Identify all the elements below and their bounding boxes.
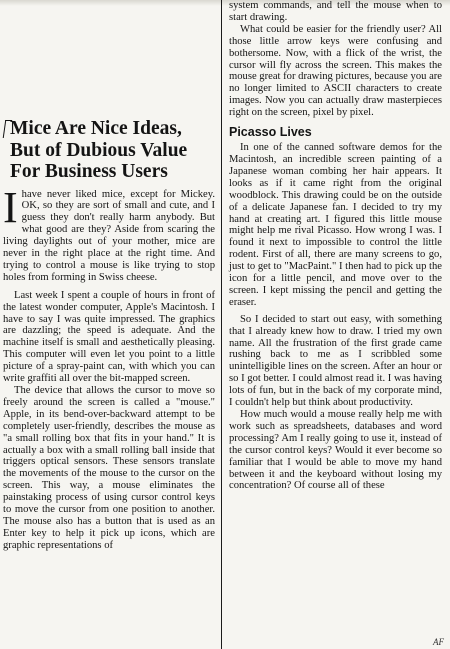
paragraph-continued: system commands, and tell the mouse when to start drawing. xyxy=(229,0,442,23)
headline-line-3: For Business Users xyxy=(10,161,168,182)
headline-line-2: But of Dubious Value xyxy=(10,139,188,161)
paragraph-2: Last week I spent a couple of hours in front of the latest wonder computer, Apple's Macintosh. I have to say I was quite impressed. The graphics are dazzling; the speed is adequate. And the machine itself is small and aesthetically pleasing. This computer will even let you point to a little picture of a spray-paint can, with which you can write graffiti all over the bit-mapped screen. xyxy=(3,289,215,385)
article-headline xyxy=(3,118,215,183)
drop-cap: I xyxy=(3,182,18,232)
right-column xyxy=(229,0,442,492)
corner-annotation: AF xyxy=(433,637,444,647)
section-subhead: Picasso Lives xyxy=(229,125,312,140)
headline-line-1: Mice Are Nice Ideas, xyxy=(10,118,182,139)
paragraph-4: What could be easier for the friendly user? All those little arrow keys were confusing and bothersome. Now, with a flick of the wrist, the cursor will fly across the screen. This makes the mouse great for drawing pictures, because you are no longer limited to ASCII characters to create images. Now you can actually draw masterpieces right on the screen, pixel by pixel. xyxy=(229,23,442,119)
paragraph-6: So I decided to start out easy, with something that I already knew how to draw. I tried my own name. All the frustration of the first grade came rushing back to me as I scribbled some unintelligible lines on the screen. After an hour or so I got better. I could almost read it. I was having lots of fun, but in the back of my corporate mind, I couldn't help but think about productivity. xyxy=(229,313,442,409)
left-column xyxy=(3,0,215,552)
paragraph-7: How much would a mouse really help me with work such as spreadsheets, databases and word processing? Am I really going to use it, instead of the cursor control keys? Would it ever become so familiar that I would be able to move my hand between it and the keyboard without losing my concentration? Of course all of these xyxy=(229,409,442,492)
column-divider xyxy=(221,0,222,649)
paragraph-1: have never liked mice, except for Mickey. OK, so they are sort of small and cute, and I guess they don't really harm anybody. But what good are they? Aside from scaring the living daylights out of your mother, mice are never in the right place at the right time. And trying to control a mouse is like trying to stop holes from forming in Swiss cheese. xyxy=(3,188,215,283)
lead-paragraph xyxy=(3,182,215,284)
paragraph-5: In one of the canned software demos for the Macintosh, an incredible screen painting of a Japanese woman combing her hair appears. It looks as if it came right from the original woodblock. This drawing could be on the outside of a delicate Japanese fan. I decided to try my hand at creating art. I figured this little mouse might help me rival Picasso. How wrong I was. I found it next to impossible to control the little rodent. First of all, there are many screens to go, just to get to "MacPaint." I then had to pick up the icon for a little pencil, and move over to the screen. I kept missing the pencil and getting the eraser. xyxy=(229,142,442,308)
paragraph-3: The device that allows the cursor to move so freely around the screen is called a "mouse." Apple, in its bend-over-backward attempt to be completely user-friendly, describes the mouse as "a small rolling box that fits in your hand." It is actually a box with a small rolling ball inside that triggers optical sensors. These sensors translate the movements of the mouse to the cursor on the screen. This way, a mouse eliminates the painstaking process of using cursor control keys to move the cursor from one position to another. The mouse also has a button that is used as an Enter key to help it pick up icons, which are graphic representations of xyxy=(3,385,215,551)
